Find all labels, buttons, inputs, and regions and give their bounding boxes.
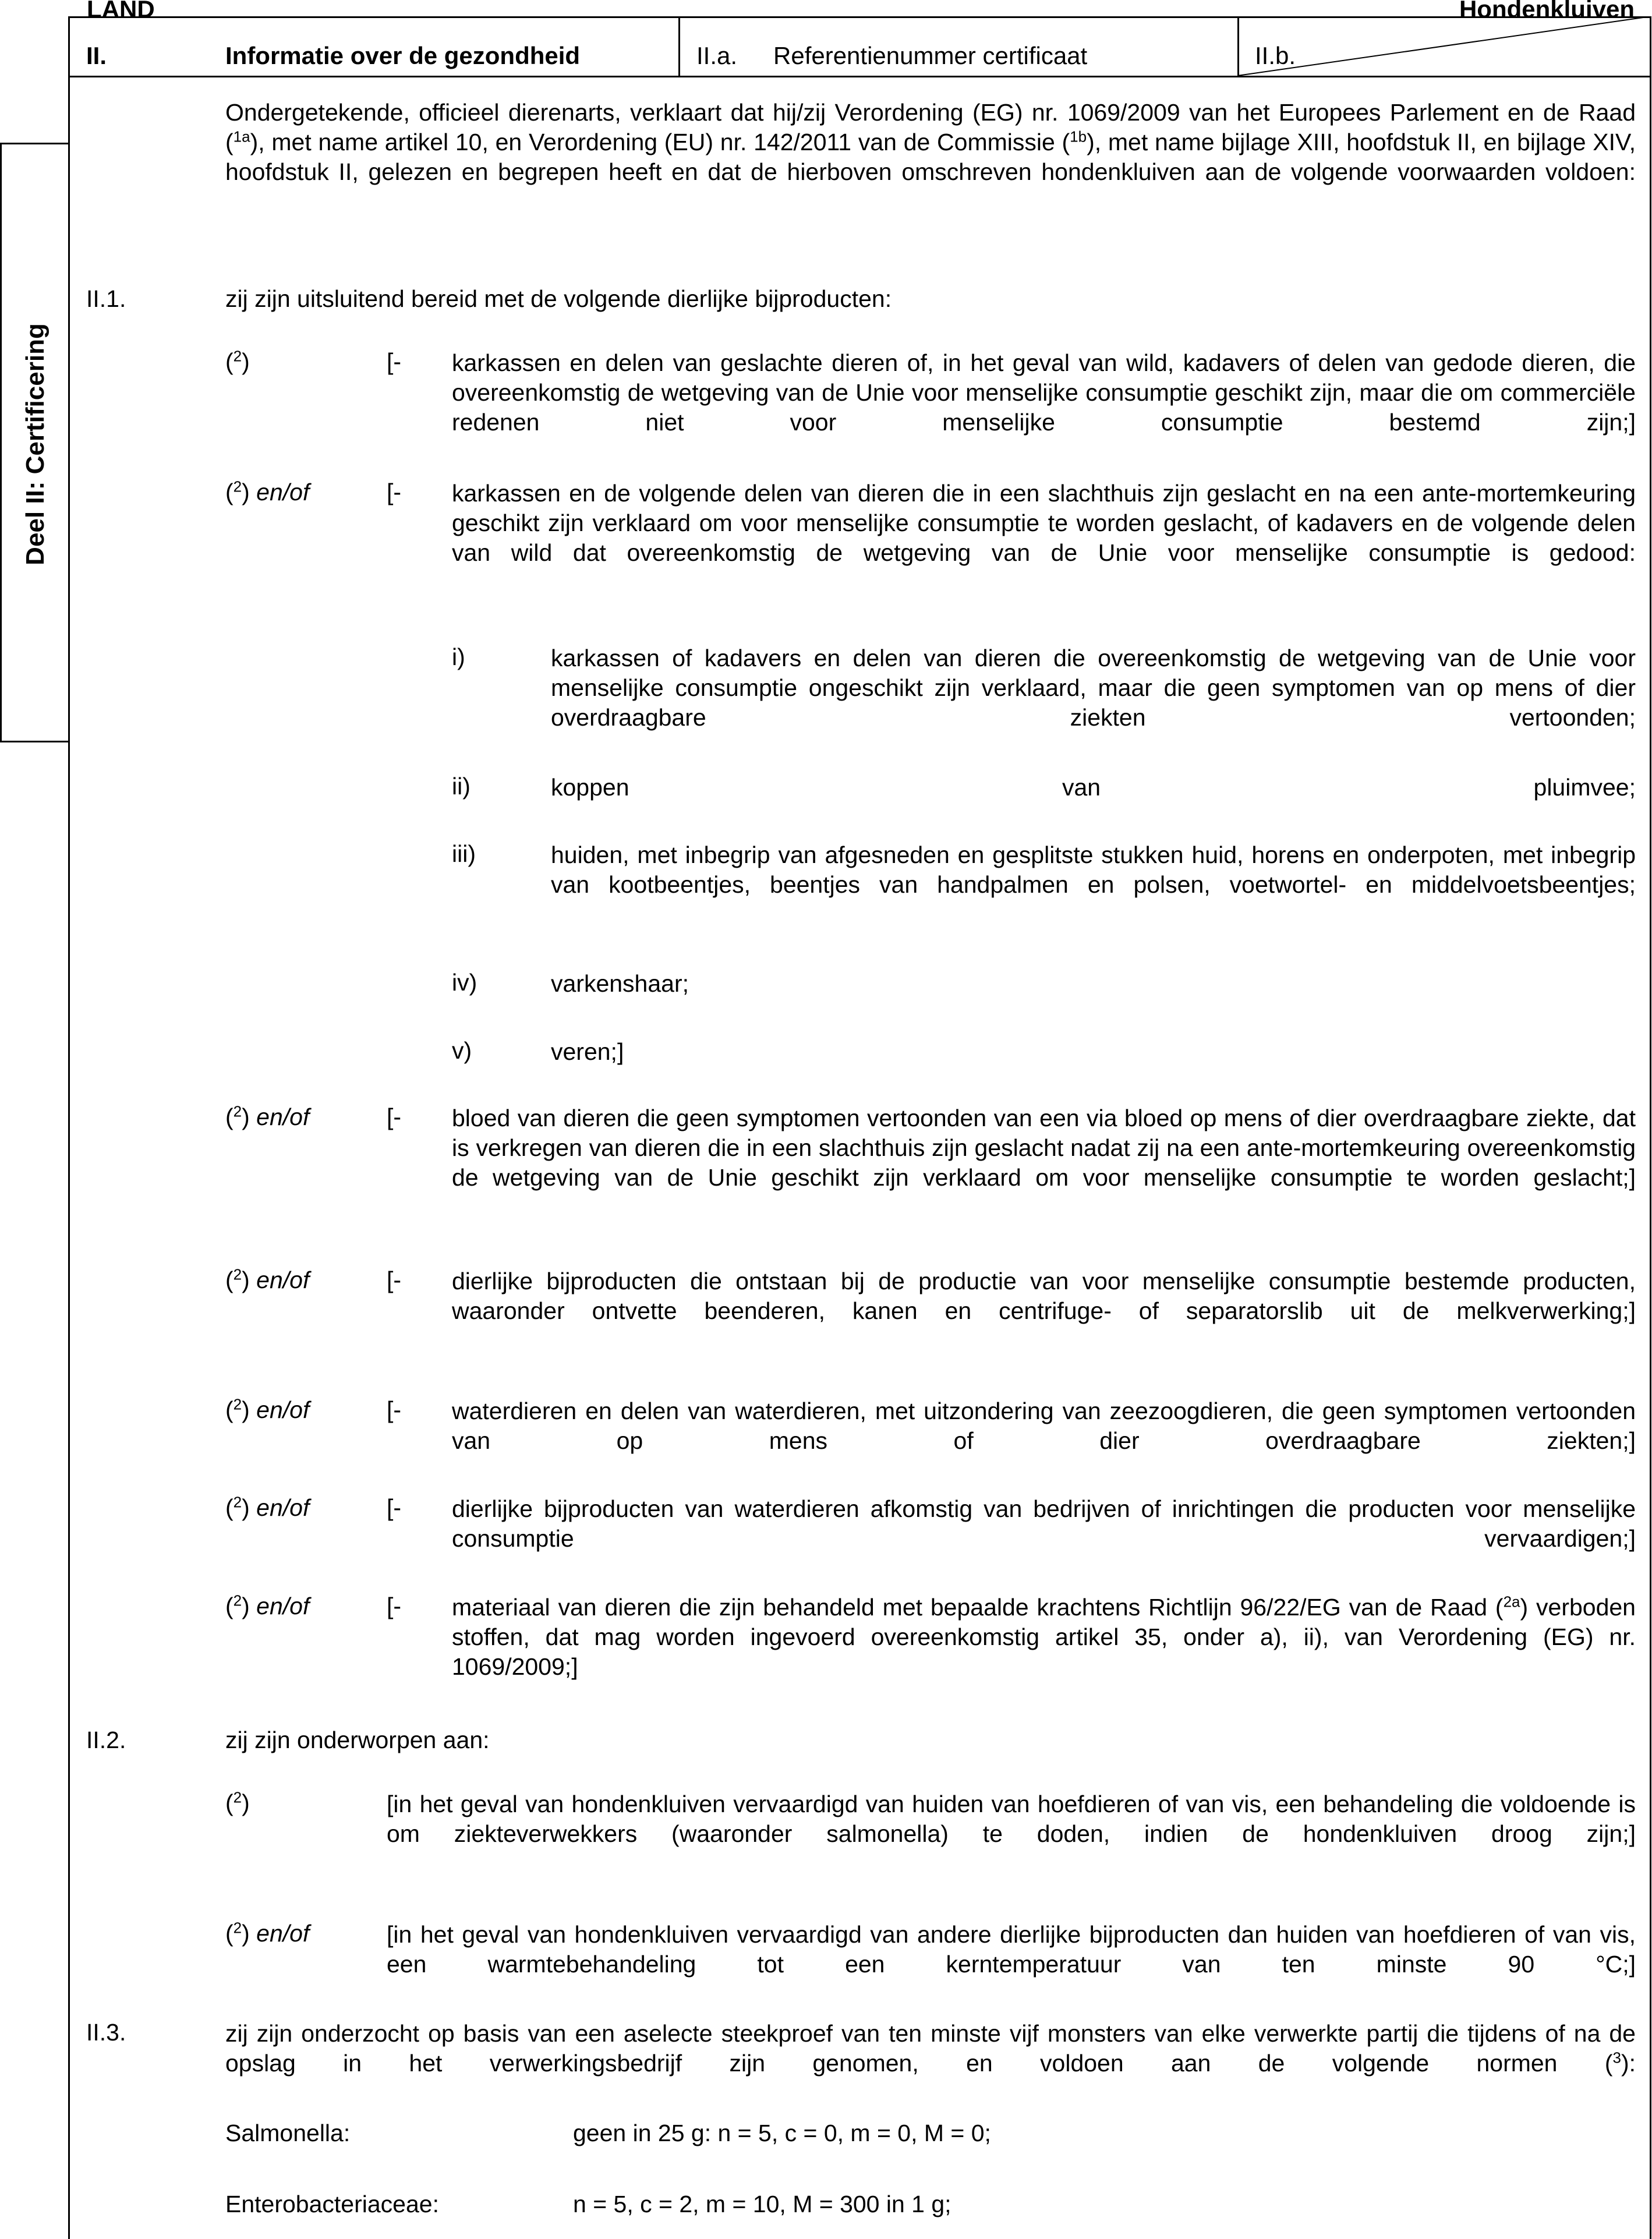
option-text: [in het geval van hondenkluiven vervaardigd van andere dierlijke bijproducten dan huiden van hoefdieren of van vis, een warmtebehandeling tot een kerntemperatuur van ten minste 90 °C;] bbox=[387, 1921, 1636, 1978]
option-text: dierlijke bijproducten die ontstaan bij de productie van voor menselijke consumptie bestemde producten, waaronder ontvette beenderen, kanen en centrifuge- of separatorslib uit de melkverwerking;] bbox=[452, 1268, 1636, 1324]
footnote-ref: ($^2$) en/of bbox=[225, 1102, 310, 1130]
sub-item-number: iv) bbox=[452, 969, 477, 996]
sub-item-text: veren;] bbox=[551, 1038, 624, 1065]
option-text: karkassen en de volgende delen van dieren die in een slachthuis zijn geslacht en na een ante-mortemkeuring geschikt zijn verklaard om voor menselijke consumptie te worden geslacht, of kadavers en de volgende delen van wild dat overeenkomstig de wetgeving van de Unie voor menselijke consumptie is gedood: bbox=[452, 480, 1636, 566]
clause-number: II.1. bbox=[86, 285, 126, 312]
footnote-ref: ($^2$) bbox=[225, 347, 250, 375]
sub-item-text: koppen van pluimvee; bbox=[551, 774, 1636, 801]
option-bracket: [- bbox=[387, 1396, 402, 1423]
footnote-ref: ($^2$) en/of bbox=[225, 1919, 310, 1947]
ref-label-number: II.a. bbox=[696, 42, 738, 69]
header-divider bbox=[678, 16, 680, 76]
option-bracket: [- bbox=[387, 1267, 402, 1293]
sub-item-number: ii) bbox=[452, 773, 471, 800]
criterion-value: geen in 25 g: n = 5, c = 0, m = 0, M = 0; bbox=[573, 2120, 991, 2146]
option-text: bloed van dieren die geen symptomen vertoonden van een via bloed op mens of dier overdraagbare ziekte, dat is verkregen van dieren die in een slachthuis zijn geslacht nadat zij na een ante-mortemkeuring overeenkomstig de wetgeving van de Unie geschikt zijn verklaard om voor menselijke consumptie te worden geslacht;] bbox=[452, 1105, 1636, 1191]
sub-item-text: karkassen of kadavers en delen van dieren die overeenkomstig de wetgeving van de Unie voor menselijke consumptie ongeschikt zijn verklaard, maar die geen symptomen van op mens of dier overdraagbare ziekten vertoonden; bbox=[551, 645, 1636, 731]
section-number: II. bbox=[86, 42, 107, 69]
frame-right-border bbox=[1650, 16, 1651, 2239]
clause-number: II.2. bbox=[86, 1727, 126, 1753]
side-tab-label: Deel II: Certificering bbox=[21, 323, 49, 565]
criterion-organism: Salmonella: bbox=[225, 2120, 351, 2146]
frame-left-border bbox=[68, 16, 70, 2239]
option-text: materiaal van dieren die zijn behandeld met bepaalde krachtens Richtlijn 96/22/EG van de Raad ($^{2a}$) verboden stoffen, dat mag worden ingevoerd overeenkomstig artikel 35, onder a), ii), van Verordening (EG) nr. 1069/2009;] bbox=[452, 1593, 1636, 1680]
criterion-value: n = 5, c = 2, m = 10, M = 300 in 1 g; bbox=[573, 2191, 951, 2217]
ref-label-text: Referentienummer certificaat bbox=[773, 42, 1088, 69]
option-text: karkassen en delen van geslachte dieren of, in het geval van wild, kadavers of delen van gedode dieren, die overeenkomstig de wetgeving van de Unie voor menselijke consumptie geschikt zijn, maar die om commerciële redenen niet voor menselijke consumptie bestemd zijn;] bbox=[452, 349, 1636, 436]
product-label: Hondenkluiven bbox=[1459, 0, 1635, 23]
footnote-ref: ($^2$) bbox=[225, 1788, 250, 1816]
footnote-ref: ($^2$) en/of bbox=[225, 1265, 310, 1293]
clause-text: zij zijn onderworpen aan: bbox=[225, 1727, 490, 1753]
sub-item-number: iii) bbox=[452, 840, 476, 867]
option-text: waterdieren en delen van waterdieren, met uitzondering van zeezoogdieren, die geen symptomen vertoonden van op mens of dier overdraagbare ziekten;] bbox=[452, 1398, 1636, 1454]
criterion-organism: Enterobacteriaceae: bbox=[225, 2191, 439, 2217]
footnote-ref: ($^2$) en/of bbox=[225, 1493, 310, 1521]
clause-text: zij zijn uitsluitend bereid met de volgende dierlijke bijproducten: bbox=[225, 285, 892, 312]
footnote-ref: ($^2$) en/of bbox=[225, 477, 310, 505]
sub-item-text: huiden, met inbegrip van afgesneden en gesplitste stukken huid, horens en onderpoten, met inbegrip van kootbeentjes, beentjes van handpalmen en polsen, voetwortel- en middelvoetsbeentjes; bbox=[551, 841, 1636, 898]
sub-item-number: i) bbox=[452, 643, 465, 670]
section-title: Informatie over de gezondheid bbox=[225, 42, 581, 69]
option-text: dierlijke bijproducten van waterdieren afkomstig van bedrijven of inrichtingen die producten voor menselijke consumptie vervaardigen;] bbox=[452, 1495, 1636, 1552]
sub-item-text: varkenshaar; bbox=[551, 970, 689, 997]
sub-item-number: v) bbox=[452, 1037, 472, 1064]
clause-text: zij zijn onderzocht op basis van een aselecte steekproef van ten minste vijf monsters van elke verwerkte partij die tijdens of na de opslag in het verwerkingsbedrijf zijn genomen, en voldoen aan de volgende normen ($^3$): bbox=[225, 2020, 1636, 2077]
option-bracket: [- bbox=[387, 479, 402, 505]
option-bracket: [- bbox=[387, 1103, 402, 1130]
footnote-ref: ($^2$) en/of bbox=[225, 1591, 310, 1619]
option-bracket: [- bbox=[387, 1494, 402, 1521]
footnote-ref: ($^2$) en/of bbox=[225, 1395, 310, 1423]
option-bracket: [- bbox=[387, 1593, 402, 1619]
clause-number: II.3. bbox=[86, 2019, 126, 2046]
intro-paragraph: Ondergetekende, officieel dierenarts, verklaart dat hij/zij Verordening (EG) nr. 1069/2009 van het Europees Parlement en de Raad ($^{1a}$), met name artikel 10, en Verordening (EU) nr. 142/2011 van de Commissie ($^{1b}$), met name bijlage XIII, hoofdstuk II, en bijlage XIV, hoofdstuk II, gelezen en begrepen heeft en dat de hierboven omschreven hondenkluiven aan de volgende voorwaarden voldoen: bbox=[225, 99, 1636, 185]
diagonal-strike bbox=[1237, 16, 1652, 76]
country-label: LAND bbox=[87, 0, 155, 23]
option-bracket: [- bbox=[387, 348, 402, 375]
ref-b-label: II.b. bbox=[1255, 42, 1296, 69]
option-text: [in het geval van hondenkluiven vervaardigd van huiden van hoefdieren of van vis, een behandeling die voldoende is om ziekteverwekkers (waaronder salmonella) te doden, indien de hondenkluiven droog zijn;] bbox=[387, 1791, 1636, 1847]
side-tab bbox=[0, 143, 68, 742]
